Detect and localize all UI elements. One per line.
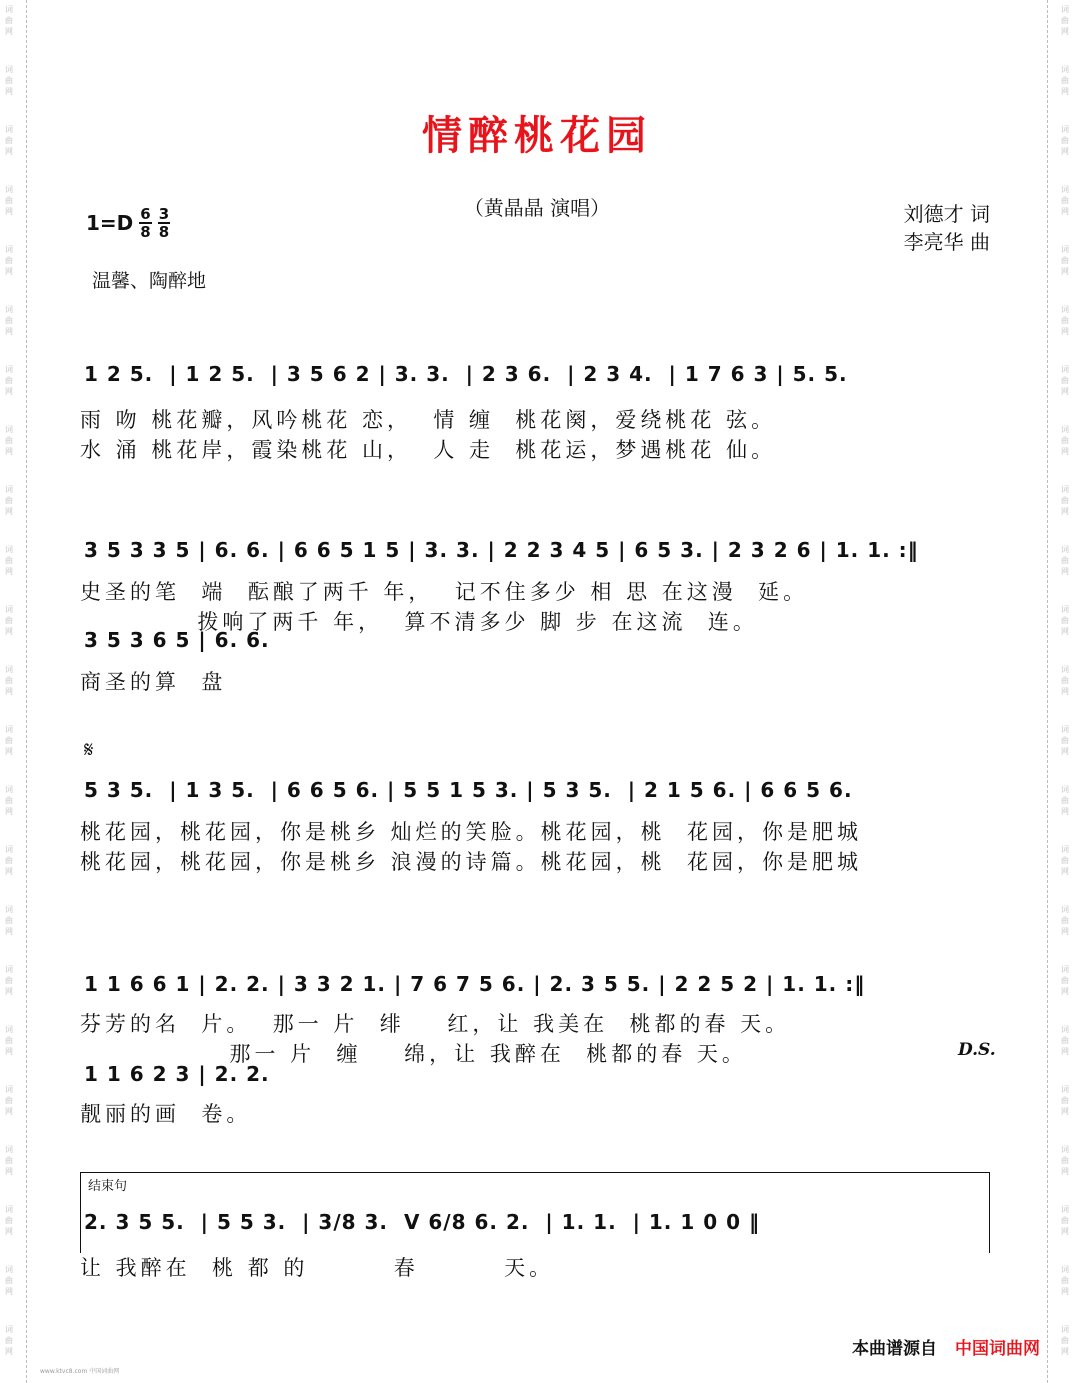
credits [904,200,990,256]
left-watermark-6: 词 曲 网 [5,365,13,396]
right-watermark-1: 词 曲 网 [1061,65,1069,96]
left-watermark-5: 词 曲 网 [5,305,13,336]
right-watermark-7: 词 曲 网 [1061,425,1069,456]
right-watermark-6: 词 曲 网 [1061,365,1069,396]
right-watermark-14: 词 曲 网 [1061,845,1069,876]
right-watermark-18: 词 曲 网 [1061,1085,1069,1116]
tempo-marking: 温馨、陶醉地 [92,270,207,292]
left-watermark-0: 词 曲 网 [5,5,13,36]
right-watermark-21: 词 曲 网 [1061,1265,1069,1296]
time-signature-3-8: $\frac{3}{8}$ [158,205,170,241]
key-signature [86,206,170,240]
composer: 李亮华 曲 [903,230,990,254]
left-watermark-11: 词 曲 网 [5,665,13,696]
left-watermark-20: 词 曲 网 [5,1205,13,1236]
left-watermark-15: 词 曲 网 [5,905,13,936]
score-line-3-lyric-1: 桃花园，桃花园，你是桃乡 灿烂的笑脸。桃花园，桃 花园，你是肥城 [80,820,863,844]
left-watermark-19: 词 曲 网 [5,1145,13,1176]
lyricist: 刘德才 词 [903,202,990,226]
right-watermark-4: 词 曲 网 [1061,245,1069,276]
score-line-1-lyric-1: 雨 吻 桃花瓣，风吟桃花 恋， 情 缠 桃花阕，爱绕桃花 弦。 [80,408,777,432]
left-watermark-14: 词 曲 网 [5,845,13,876]
right-watermark-3: 词 曲 网 [1061,185,1069,216]
score-line-2-lyric-1: 史圣的笔 端 酝酿了两千 年， 记不住多少 相 思 在这漫 延。 [80,580,809,604]
right-watermark-22: 词 曲 网 [1061,1325,1069,1356]
right-watermark-11: 词 曲 网 [1061,665,1069,696]
left-watermark-8: 词 曲 网 [5,485,13,516]
left-watermark-22: 词 曲 网 [5,1325,13,1356]
score-line-2b-notes: 3 5 3 6 5 | 6. 6. [84,628,270,652]
left-watermark-9: 词 曲 网 [5,545,13,576]
score-line-2b-lyric: 商圣的算 盘 [80,670,227,694]
ending-lyric: 让 我醉在 桃 都 的 春 天。 [80,1256,555,1280]
right-watermark-0: 词 曲 网 [1061,5,1069,36]
right-watermark-10: 词 曲 网 [1061,605,1069,636]
score-line-4-lyric-1: 芬芳的名 片。 那一 片 绯 红，让 我美在 桃都的春 天。 [80,1012,791,1036]
score-line-4-lyric-2: 那一 片 缠 绵，让 我醉在 桃都的春 天。 [80,1042,747,1066]
source-credit [852,1334,1040,1359]
score-line-2-lyric-2: 拨响了两千 年， 算不清多少 脚 步 在这流 连。 [80,610,758,634]
left-watermark-13: 词 曲 网 [5,785,13,816]
right-watermark-17: 词 曲 网 [1061,1025,1069,1056]
segno-sign: 𝄋 [84,738,94,763]
score-line-4b-lyric: 靓丽的画 卷。 [80,1102,252,1126]
right-watermark-19: 词 曲 网 [1061,1145,1069,1176]
right-watermark-20: 词 曲 网 [1061,1205,1069,1236]
source-label: 本曲谱源自 [852,1339,937,1359]
score-line-2-notes: 3 5 3 3 5 | 6. 6. | 6 6 5 1 5 | 3. 3. | 2 2 3 4 5 | 6 5 3. | 2 3 2 6 | 1. 1. :‖ [84,538,919,562]
score-line-3-lyric-2: 桃花园，桃花园，你是桃乡 浪漫的诗篇。桃花园，桃 花园，你是肥城 [80,850,863,874]
left-watermark-18: 词 曲 网 [5,1085,13,1116]
time-signature-6-8: $\frac{6}{8}$ [140,205,151,241]
key-label: 1=D [86,211,134,235]
left-watermark-21: 词 曲 网 [5,1265,13,1296]
tiny-url-text: www.ktvc8.com 中国词曲网 [40,1368,120,1375]
singer: （黄晶晶 演唱） [463,196,611,220]
left-watermark-3: 词 曲 网 [5,185,13,216]
ds-marking: D.S. [958,1040,996,1060]
right-watermark-15: 词 曲 网 [1061,905,1069,936]
score-line-4-notes: 1 1 6 6 1 | 2. 2. | 3 3 2 1. | 7 6 7 5 6. | 2. 3 5 5. | 2 2 5 2 | 1. 1. :‖ [84,972,866,996]
score-line-4b-notes: 1 1 6 2 3 | 2. 2. [84,1062,270,1086]
song-title: 情醉桃花园 [422,113,652,159]
ending-notes: 2. 3 5 5. | 5 5 3. | 3/8 3. V 6/8 6. 2. | 1. 1. | 1. 1 0 0 ‖ [84,1210,760,1234]
left-watermark-2: 词 曲 网 [5,125,13,156]
ending-label: 结束句 [88,1179,128,1194]
score-line-3-notes: 5 3 5. | 1 3 5. | 6 6 5 6. | 5 5 1 5 3. | 5 3 5. | 2 1 5 6. | 6 6 5 6. [84,778,853,802]
left-watermark-17: 词 曲 网 [5,1025,13,1056]
left-watermark-16: 词 曲 网 [5,965,13,996]
right-watermark-12: 词 曲 网 [1061,725,1069,756]
left-watermark-1: 词 曲 网 [5,65,13,96]
left-watermark-7: 词 曲 网 [5,425,13,456]
left-watermark-12: 词 曲 网 [5,725,13,756]
right-watermark-16: 词 曲 网 [1061,965,1069,996]
right-watermark-8: 词 曲 网 [1061,485,1069,516]
score-line-1-notes: 1 2 5. | 1 2 5. | 3 5 6 2 | 3. 3. | 2 3 6. | 2 3 4. | 1 7 6 3 | 5. 5. [84,362,848,386]
left-watermark-4: 词 曲 网 [5,245,13,276]
right-watermark-13: 词 曲 网 [1061,785,1069,816]
right-watermark-5: 词 曲 网 [1061,305,1069,336]
source-site: 中国词曲网 [955,1339,1040,1359]
score-line-1-lyric-2: 水 涌 桃花岸，霞染桃花 山， 人 走 桃花运，梦遇桃花 仙。 [80,438,777,462]
right-watermark-2: 词 曲 网 [1061,125,1069,156]
right-watermark-9: 词 曲 网 [1061,545,1069,576]
left-watermark-10: 词 曲 网 [5,605,13,636]
